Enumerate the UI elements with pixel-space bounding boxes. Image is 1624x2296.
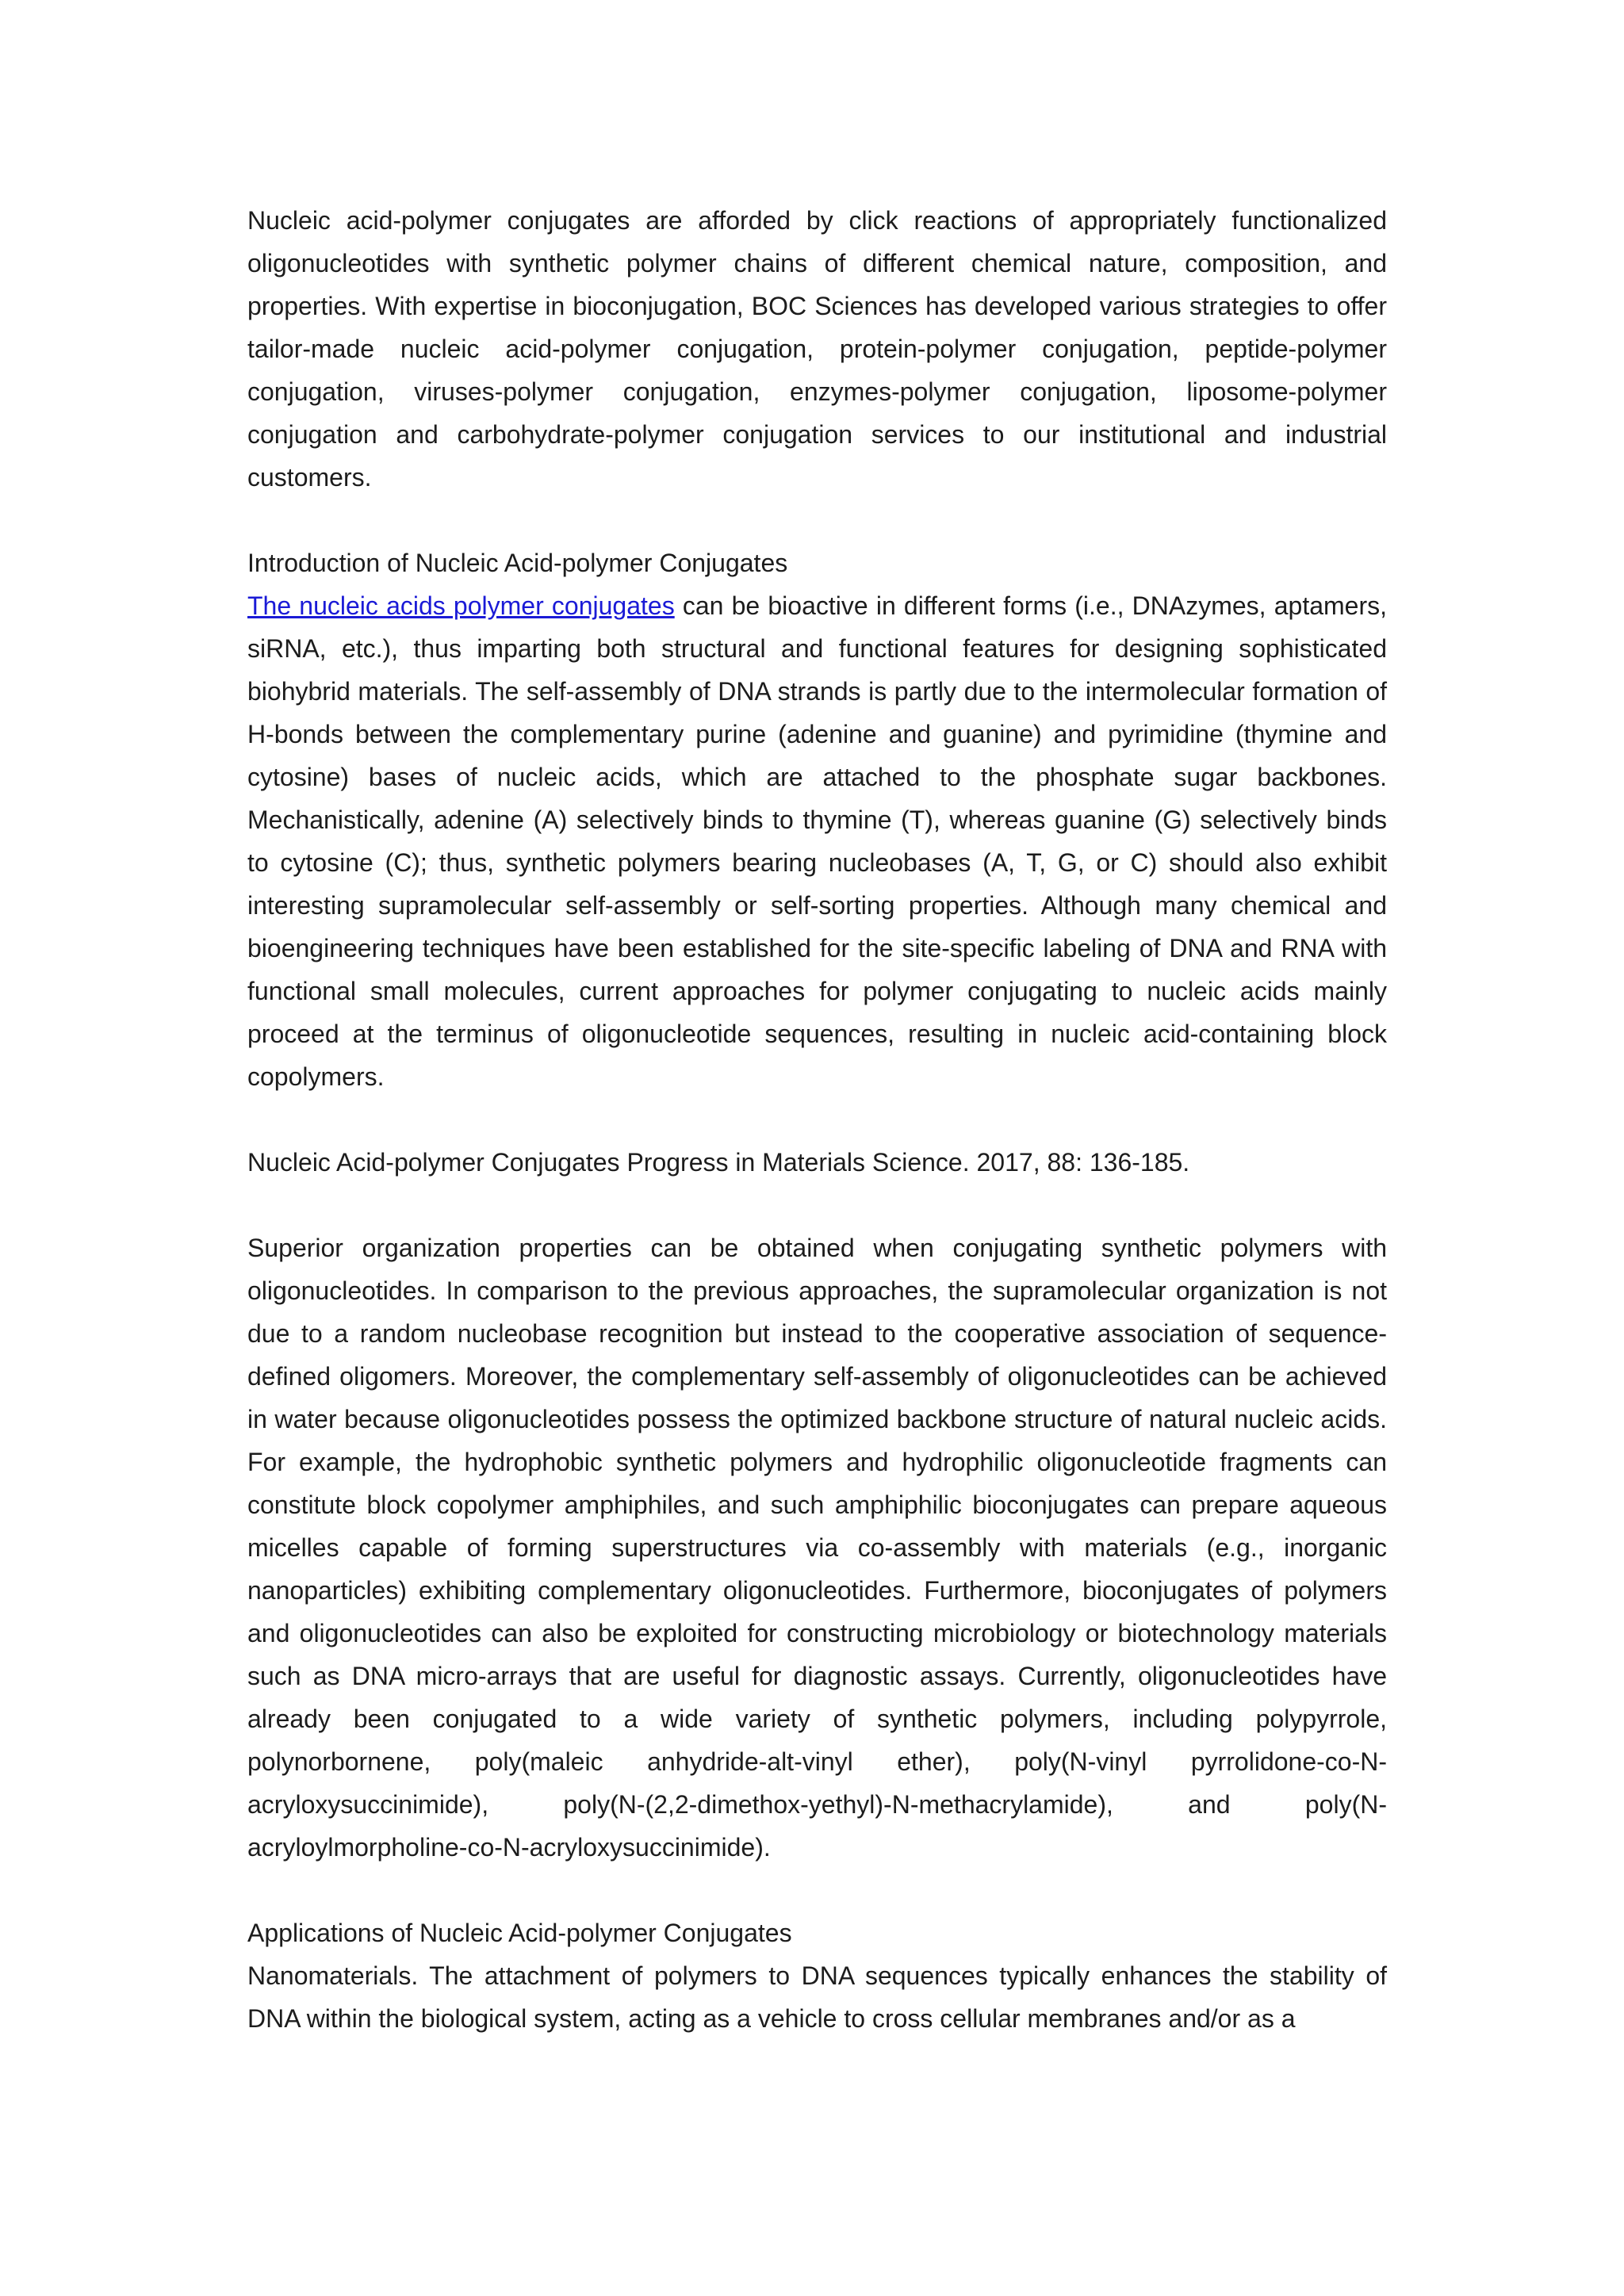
- organization-paragraph: Superior organization properties can be obtained when conjugating synthetic polymers with oligonucleotides. In comparison to the previous approaches, the supramolecular organization is not due to a random nucleobase recognition but instead to the cooperative association of sequence-defined oligomers. Moreover, the complementary self-assembly of oligonucleotides can be achieved in water because oligonucleotides possess the optimized backbone structure of natural nucleic acids. For example, the hydrophobic synthetic polymers and hydrophilic oligonucleotide fragments can constitute block copolymer amphiphiles, and such amphiphilic bioconjugates can prepare aqueous micelles capable of forming superstructures via co-assembly with materials (e.g., inorganic nanoparticles) exhibiting complementary oligonucleotides. Furthermore, bioconjugates of polymers and oligonucleotides can also be exploited for constructing microbiology or biotechnology materials such as DNA micro-arrays that are useful for diagnostic assays. Currently, oligonucleotides have already been conjugated to a wide variety of synthetic polymers, including polypyrrole, polynorbornene, poly(maleic anhydride-alt-vinyl ether), poly(N-vinyl pyrrolidone-co-N-acryloxysuccinimide), poly(N-(2,2-dimethox-yethyl)-N-methacrylamide), and poly(N-acryloylmorpholine-co-N-acryloxysuccinimide).: [247, 1234, 1387, 1862]
- document-page: [247, 199, 1387, 2040]
- nucleic-acids-polymer-conjugates-link[interactable]: The nucleic acids polymer conjugates: [247, 591, 675, 620]
- introduction-paragraph: [247, 584, 1387, 1098]
- paragraph-spacer: [247, 1869, 1387, 1911]
- applications-paragraph: Nanomaterials. The attachment of polymers to DNA sequences typically enhances the stability of DNA within the biological system, acting as a vehicle to cross cellular membranes and/or as a: [247, 1961, 1387, 2033]
- paragraph-spacer: [247, 499, 1387, 541]
- introduction-body-text: can be bioactive in different forms (i.e., DNAzymes, aptamers, siRNA, etc.), thus imparting both structural and functional features for designing sophisticated biohybrid materials. The self-assembly of DNA strands is partly due to the intermolecular formation of H-bonds between the complementary purine (adenine and guanine) and pyrimidine (thymine and cytosine) bases of nucleic acids, which are attached to the phosphate sugar backbones. Mechanistically, adenine (A) selectively binds to thymine (T), whereas guanine (G) selectively binds to cytosine (C); thus, synthetic polymers bearing nucleobases (A, T, G, or C) should also exhibit interesting supramolecular self-assembly or self-sorting properties. Although many chemical and bioengineering techniques have been established for the site-specific labeling of DNA and RNA with functional small molecules, current approaches for polymer conjugating to nucleic acids mainly proceed at the terminus of oligonucleotide sequences, resulting in nucleic acid-containing block copolymers.: [247, 591, 1388, 1091]
- paragraph-spacer: [247, 1098, 1387, 1141]
- intro-paragraph: Nucleic acid-polymer conjugates are afforded by click reactions of appropriately functionalized oligonucleotides with synthetic polymer chains of different chemical nature, composition, and properties. With expertise in bioconjugation, BOC Sciences has developed various strategies to offer tailor-made nucleic acid-polymer conjugation, protein-polymer conjugation, peptide-polymer conjugation, viruses-polymer conjugation, enzymes-polymer conjugation, liposome-polymer conjugation and carbohydrate-polymer conjugation services to our institutional and industrial customers.: [247, 206, 1387, 492]
- paragraph-spacer: [247, 1184, 1387, 1226]
- figure-citation: Nucleic Acid-polymer Conjugates Progress in Materials Science. 2017, 88: 136-185.: [247, 1148, 1190, 1177]
- section-heading-applications: Applications of Nucleic Acid-polymer Conjugates: [247, 1919, 792, 1947]
- section-heading-introduction: Introduction of Nucleic Acid-polymer Conjugates: [247, 549, 788, 577]
